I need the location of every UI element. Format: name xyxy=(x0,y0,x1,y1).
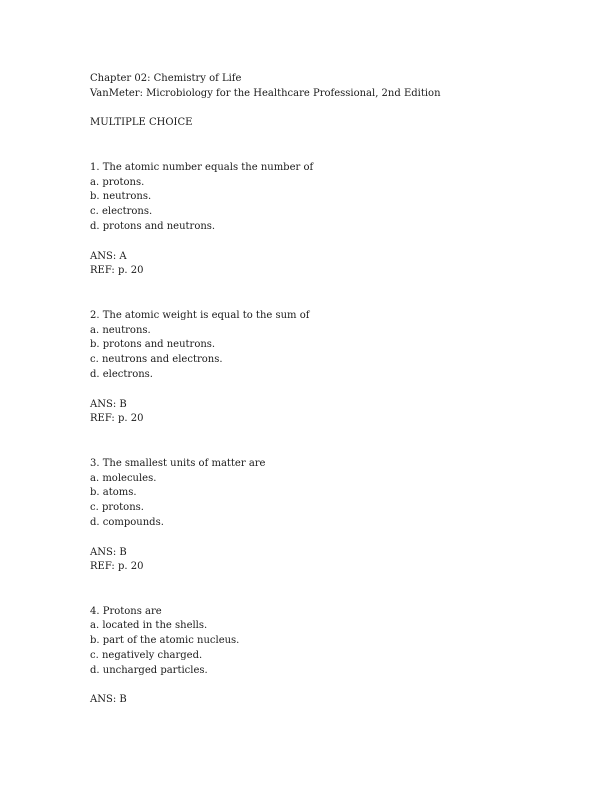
question-1 xyxy=(90,161,550,279)
answer: ANS: B xyxy=(90,398,127,410)
question-stem: 1. The atomic number equals the number of xyxy=(90,161,314,173)
question-2 xyxy=(90,309,550,427)
option-d: d. compounds. xyxy=(90,516,164,528)
option-b: b. neutrons. xyxy=(90,191,152,203)
answer: ANS: A xyxy=(90,250,127,262)
option-a: a. located in the shells. xyxy=(90,620,208,632)
reference: REF: p. 20 xyxy=(90,265,144,277)
option-c: c. negatively charged. xyxy=(90,650,203,662)
option-d: d. electrons. xyxy=(90,368,153,380)
question-3 xyxy=(90,457,550,575)
option-d: d. uncharged particles. xyxy=(90,664,208,676)
option-b: b. atoms. xyxy=(90,487,137,499)
question-stem: 4. Protons are xyxy=(90,605,162,617)
answer: ANS: B xyxy=(90,546,127,558)
option-c: c. neutrons and electrons. xyxy=(90,354,223,366)
option-a: a. neutrons. xyxy=(90,324,151,336)
option-a: a. molecules. xyxy=(90,472,157,484)
option-c: c. protons. xyxy=(90,502,144,514)
option-b: b. protons and neutrons. xyxy=(90,339,216,351)
section-title: MULTIPLE CHOICE xyxy=(90,117,193,129)
answer: ANS: B xyxy=(90,694,127,706)
book-title: VanMeter: Microbiology for the Healthcare Professional, 2nd Edition xyxy=(90,87,441,99)
reference: REF: p. 20 xyxy=(90,413,144,425)
question-stem: 3. The smallest units of matter are xyxy=(90,457,266,469)
option-c: c. electrons. xyxy=(90,206,153,218)
question-4 xyxy=(90,605,550,709)
option-a: a. protons. xyxy=(90,176,145,188)
option-d: d. protons and neutrons. xyxy=(90,220,216,232)
reference: REF: p. 20 xyxy=(90,561,144,573)
document-content xyxy=(90,72,550,708)
chapter-title: Chapter 02: Chemistry of Life xyxy=(90,73,242,84)
option-b: b. part of the atomic nucleus. xyxy=(90,635,240,647)
question-stem: 2. The atomic weight is equal to the sum of xyxy=(90,309,310,321)
